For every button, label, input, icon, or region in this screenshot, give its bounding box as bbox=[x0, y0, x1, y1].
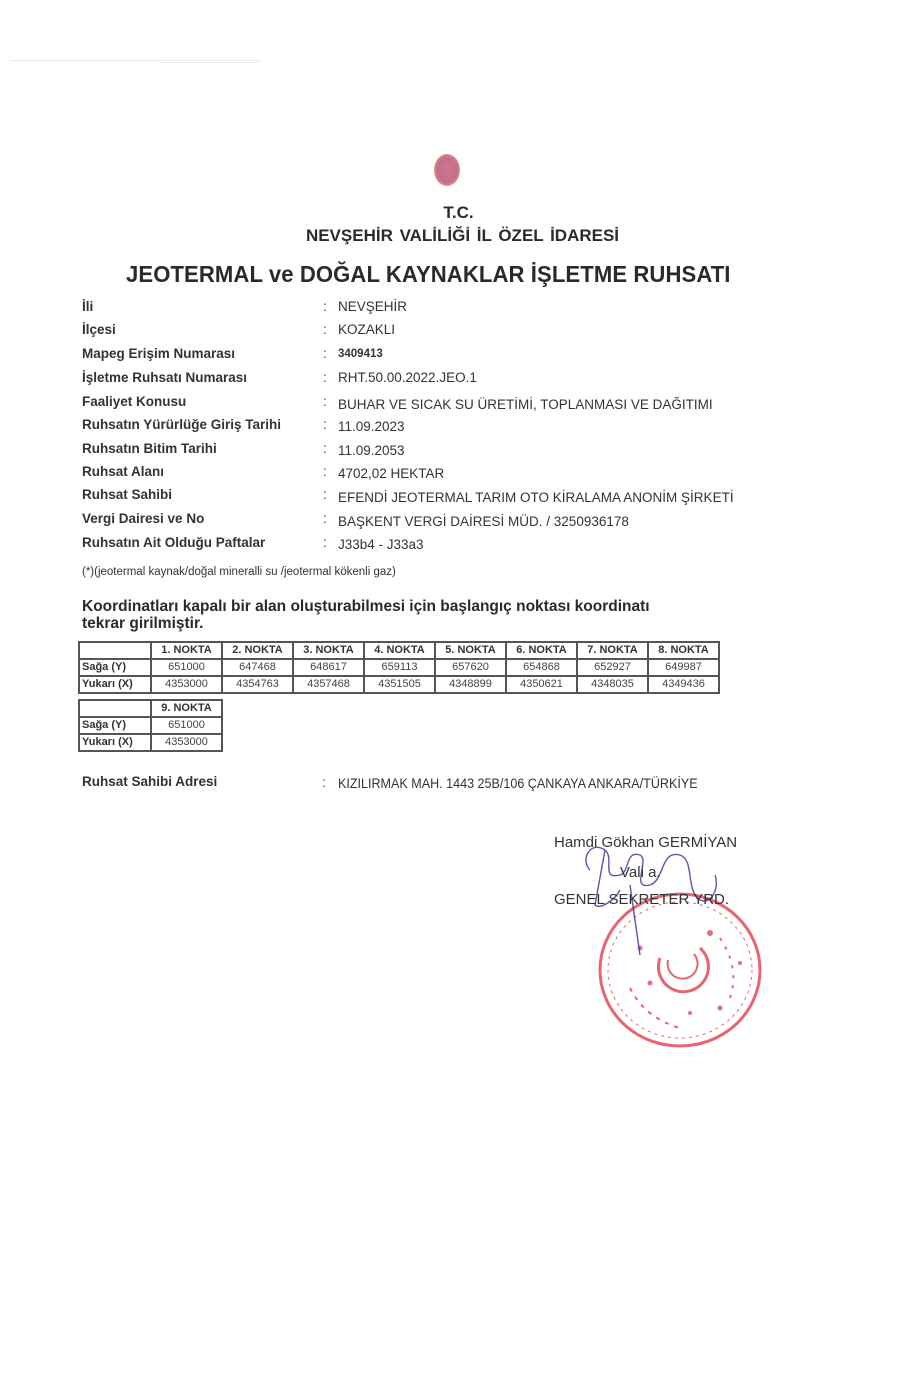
coordinates-heading: Koordinatları kapalı bir alan oluşturabilmesi için başlangıç noktası koordinatı tekrar girilmiştir. bbox=[82, 598, 650, 632]
field-district bbox=[82, 322, 882, 342]
field-activity bbox=[82, 394, 882, 414]
y-value: 649987 bbox=[648, 659, 719, 676]
field-separator: : bbox=[323, 417, 327, 432]
field-separator: : bbox=[322, 775, 326, 790]
scan-artifact bbox=[160, 62, 260, 63]
footnote: (*)(jeotermal kaynak/doğal mineralli su /jeotermal kökenli gaz) bbox=[82, 566, 396, 578]
field-end-date bbox=[82, 441, 882, 461]
y-value: 651000 bbox=[151, 717, 222, 734]
address-label: Ruhsat Sahibi Adresi bbox=[82, 774, 218, 789]
field-value: 11.09.2053 bbox=[338, 443, 405, 458]
table-corner-cell bbox=[79, 642, 151, 659]
field-label: Ruhsat Alanı bbox=[82, 464, 165, 479]
point-header: 4. NOKTA bbox=[364, 642, 435, 659]
x-value: 4349436 bbox=[648, 676, 719, 693]
point-header: 5. NOKTA bbox=[435, 642, 506, 659]
row-label-y: Sağa (Y) bbox=[79, 659, 151, 676]
field-area bbox=[82, 464, 882, 484]
field-value: 11.09.2023 bbox=[338, 419, 405, 434]
field-label: İşletme Ruhsatı Numarası bbox=[82, 370, 248, 385]
table-corner-cell bbox=[79, 700, 151, 717]
field-label: Ruhsatın Ait Olduğu Paftalar bbox=[82, 535, 266, 550]
signatory-name: Hamdi Gökhan GERMİYAN bbox=[554, 834, 738, 851]
field-province bbox=[82, 299, 882, 319]
point-header: 2. NOKTA bbox=[222, 642, 293, 659]
row-label-y: Sağa (Y) bbox=[79, 717, 151, 734]
field-label: Mapeg Erişim Numarası bbox=[82, 346, 236, 361]
field-label: Vergi Dairesi ve No bbox=[82, 511, 205, 526]
field-separator: : bbox=[323, 535, 327, 550]
x-value: 4351505 bbox=[364, 676, 435, 693]
point-header: 6. NOKTA bbox=[506, 642, 577, 659]
point-header: 1. NOKTA bbox=[151, 642, 222, 659]
field-label: Ruhsat Sahibi bbox=[82, 487, 173, 502]
field-tax-office bbox=[82, 511, 882, 531]
signatory-role-line2: GENEL SEKRETER YRD. bbox=[554, 891, 730, 908]
y-value: 657620 bbox=[435, 659, 506, 676]
y-value: 651000 bbox=[151, 659, 222, 676]
table-header-row bbox=[79, 642, 719, 659]
coordinates-table-continued bbox=[78, 699, 223, 752]
field-separator: : bbox=[323, 511, 327, 526]
country-abbr: T.C. bbox=[443, 203, 474, 222]
table-row bbox=[79, 676, 719, 693]
row-label-x: Yukarı (X) bbox=[79, 676, 151, 693]
table-row bbox=[79, 734, 222, 751]
field-label: İli bbox=[82, 299, 94, 314]
field-map-sheets bbox=[82, 535, 882, 555]
field-separator: : bbox=[323, 441, 327, 456]
field-start-date bbox=[82, 417, 882, 437]
field-separator: : bbox=[323, 322, 327, 337]
organization-name: NEVŞEHİR VALİLİĞİ İL ÖZEL İDARESİ bbox=[305, 226, 620, 245]
field-value: 4702,02 HEKTAR bbox=[338, 466, 445, 481]
y-value: 654868 bbox=[506, 659, 577, 676]
point-header: 9. NOKTA bbox=[151, 700, 222, 717]
field-separator: : bbox=[323, 299, 327, 314]
x-value: 4348899 bbox=[435, 676, 506, 693]
field-value: J33b4 - J33a3 bbox=[338, 537, 424, 552]
field-value: 3409413 bbox=[338, 348, 383, 360]
point-header: 7. NOKTA bbox=[577, 642, 648, 659]
point-header: 8. NOKTA bbox=[648, 642, 719, 659]
x-value: 4350621 bbox=[506, 676, 577, 693]
point-header: 3. NOKTA bbox=[293, 642, 364, 659]
y-value: 648617 bbox=[293, 659, 364, 676]
x-value: 4353000 bbox=[151, 676, 222, 693]
field-value: BUHAR VE SICAK SU ÜRETİMİ, TOPLANMASI VE DAĞITIMI bbox=[338, 397, 713, 412]
field-license-holder bbox=[82, 487, 882, 507]
field-separator: : bbox=[323, 394, 327, 409]
field-separator: : bbox=[323, 464, 327, 479]
table-header-row bbox=[79, 700, 222, 717]
scan-artifact bbox=[10, 60, 260, 61]
coordinates-table bbox=[78, 641, 720, 694]
x-value: 4353000 bbox=[151, 734, 222, 751]
field-value: RHT.50.00.2022.JEO.1 bbox=[338, 370, 477, 385]
x-value: 4357468 bbox=[293, 676, 364, 693]
field-value: NEVŞEHİR bbox=[338, 299, 408, 314]
field-value: KOZAKLI bbox=[338, 322, 396, 337]
row-label-x: Yukarı (X) bbox=[79, 734, 151, 751]
field-label: İlçesi bbox=[82, 322, 116, 337]
state-emblem-icon bbox=[434, 154, 460, 186]
x-value: 4348035 bbox=[577, 676, 648, 693]
address-value: KIZILIRMAK MAH. 1443 25B/106 ÇANKAYA ANKARA/TÜRKİYE bbox=[338, 776, 698, 791]
field-separator: : bbox=[323, 370, 327, 385]
field-label: Ruhsatın Yürürlüğe Giriş Tarihi bbox=[82, 417, 282, 432]
field-value: BAŞKENT VERGİ DAİRESİ MÜD. / 3250936178 bbox=[338, 514, 629, 529]
x-value: 4354763 bbox=[222, 676, 293, 693]
field-license-number bbox=[82, 370, 882, 390]
field-label: Ruhsatın Bitim Tarihi bbox=[82, 441, 217, 456]
table-row bbox=[79, 717, 222, 734]
field-value: EFENDİ JEOTERMAL TARIM OTO KİRALAMA ANONİM ŞİRKETİ bbox=[338, 490, 734, 505]
y-value: 652927 bbox=[577, 659, 648, 676]
field-separator: : bbox=[323, 487, 327, 502]
document-title: JEOTERMAL ve DOĞAL KAYNAKLAR İŞLETME RUHSATI bbox=[126, 261, 731, 287]
field-separator: : bbox=[323, 346, 327, 361]
table-row bbox=[79, 659, 719, 676]
field-label: Faaliyet Konusu bbox=[82, 394, 187, 409]
signatory-role-line1: Vali a. bbox=[620, 864, 661, 881]
y-value: 659113 bbox=[364, 659, 435, 676]
field-mapeg-number bbox=[82, 346, 882, 366]
y-value: 647468 bbox=[222, 659, 293, 676]
